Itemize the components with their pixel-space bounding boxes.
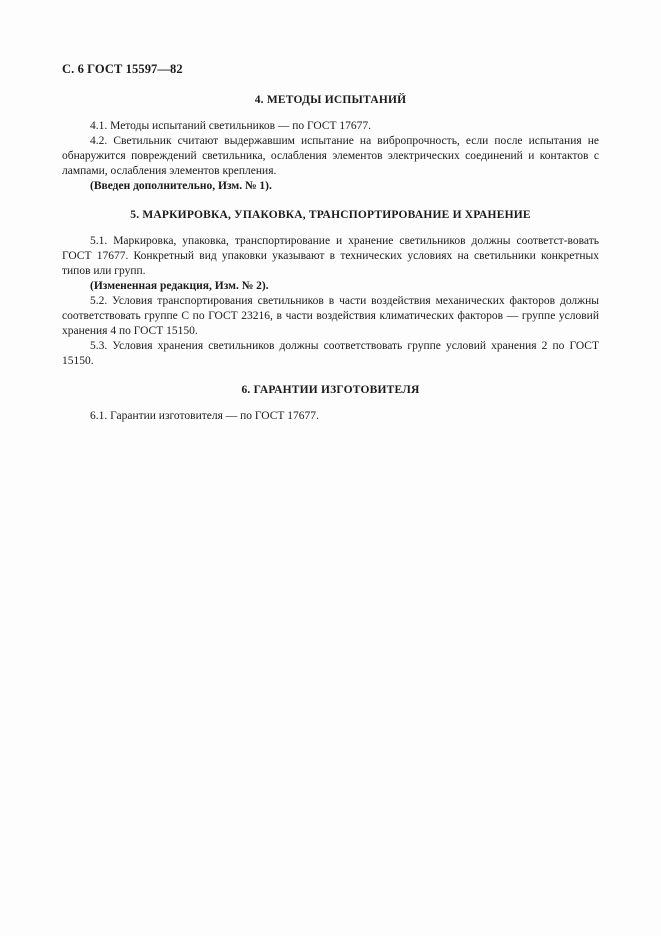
- section-test-methods: [62, 93, 599, 194]
- paragraph-4-1: 4.1. Методы испытаний светильников — по ГОСТ 17677.: [90, 120, 372, 132]
- document-body: [62, 93, 599, 438]
- section-title: 4. МЕТОДЫ ИСПЫТАНИЙ: [254, 94, 407, 106]
- section-manufacturer-warranty: [62, 383, 599, 424]
- amendment-note: (Введен дополнительно, Изм. № 1).: [90, 180, 272, 192]
- paragraph-6-1: 6.1. Гарантии изготовителя — по ГОСТ 17677.: [90, 410, 319, 422]
- paragraph-5-1: 5.1. Маркировка, упаковка, транспортирование и хранение светильников должны соответст-вовать ГОСТ 17677. Конкретный вид упаковки указывают в технических условиях на светильники конкретных типов или групп.: [62, 235, 599, 277]
- section-title: 6. ГАРАНТИИ ИЗГОТОВИТЕЛЯ: [241, 384, 420, 396]
- section-marking-packaging: [62, 208, 599, 369]
- section-title: 5. МАРКИРОВКА, УПАКОВКА, ТРАНСПОРТИРОВАНИЕ И ХРАНЕНИЕ: [130, 209, 531, 221]
- paragraph-5-2: 5.2. Условия транспортирования светильников в части воздействия механических факторов должны соответствовать группе С по ГОСТ 23216, в части воздействия климатических факторов — группе условий хранения 4 по ГОСТ 15150.: [62, 295, 599, 337]
- paragraph-5-3: 5.3. Условия хранения светильников должны соответствовать группе условий хранения 2 по ГОСТ 15150.: [62, 340, 599, 367]
- paragraph-4-2: 4.2. Светильник считают выдержавшим испытание на вибропрочность, если после испытания не обнаружится повреждений светильника, ослабления элементов электрических соединений и контактов с лампами, ослабления элементов крепления.: [62, 135, 599, 177]
- page-header: С. 6 ГОСТ 15597—82: [62, 62, 183, 76]
- amendment-note: (Измененная редакция, Изм. № 2).: [90, 280, 269, 292]
